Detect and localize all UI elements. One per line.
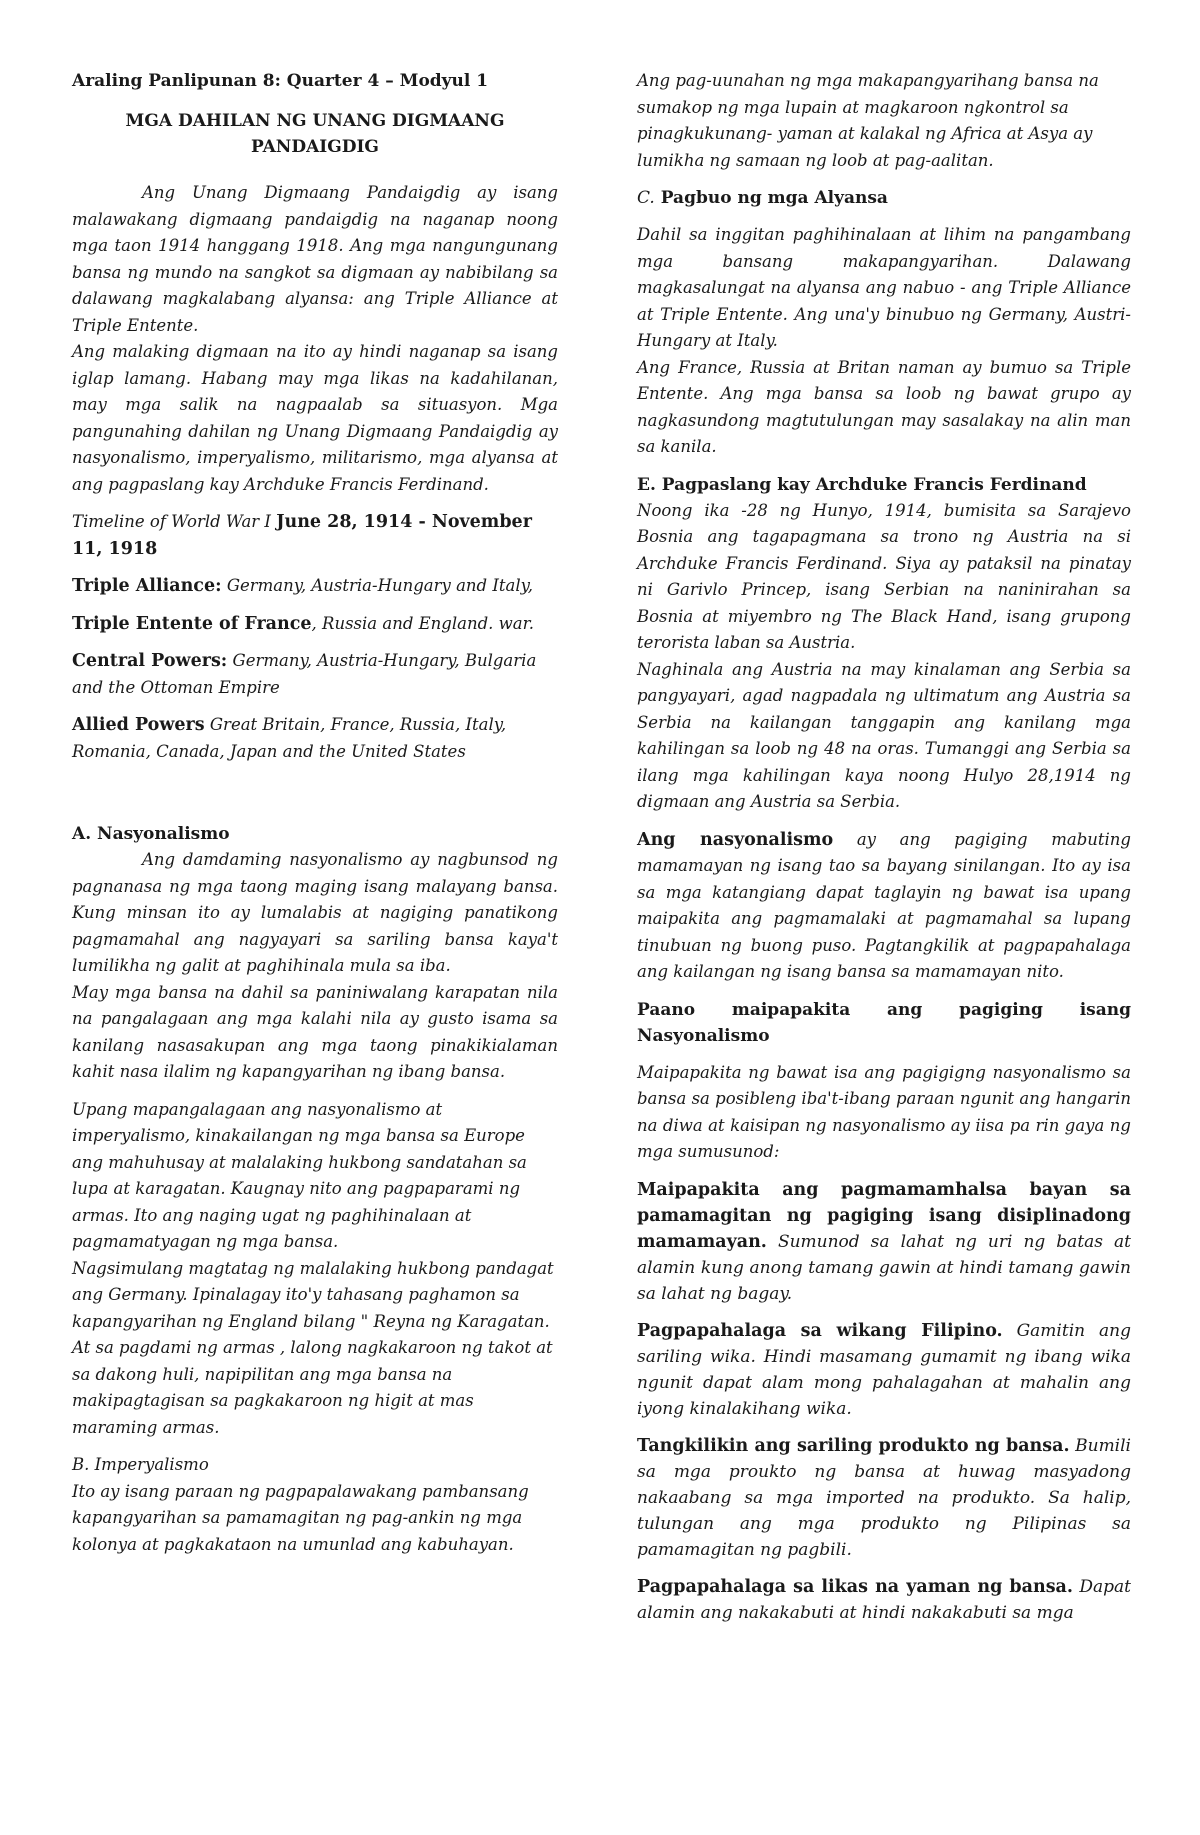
item-4-text: Dapat alamin ang nakakabuti at hindi nakakabuti sa mga: [637, 1576, 1131, 1623]
section-a-paragraph-3: Upang mapangalagaan ang nasyonalismo at imperyalismo, kinakailangan ng mga bansa sa Europe ang mahuhusay at malalaking hukbong sandatahan sa lupa at karagatan. Kaugnay nito ang pagpaparami ng armas. Ito ang naging ugat ng paghihinalaan at pagmamatyagan ng mga bansa.: [72, 1099, 527, 1251]
section-c-prefix: C.: [637, 188, 655, 208]
item-3-label: Tangkilikin ang sariling produkto ng bansa.: [637, 1435, 1070, 1456]
nationalism-item-3: [637, 1433, 1131, 1563]
document-title: [72, 108, 558, 160]
section-e-paragraph-2: Naghinala ang Austria na may kinalaman ang Serbia sa pangyayari, agad nagpadala ng ultimatum ang Austria sa Serbia na kailangan tanggapin ang kanilang mga kahilingan sa loob ng 48 na oras. Tumanggi ang Serbia sa ilang mga kahilingan kaya noong Hulyo 28,1914 ng digmaan ang Austria sa Serbia.: [637, 659, 1131, 811]
nationalism-item-2: [637, 1318, 1131, 1422]
paano-paragraph: Maipapakita ng bawat isa ang pagigigng nasyonalismo sa bansa sa posibleng iba't-ibang paraan ngunit ang hangarin na diwa at kaisipan ng nasyonalismo ay iisa pa rin gaya ng mga sumusunod:: [637, 1062, 1131, 1161]
nasyonalismo-label: Ang nasyonalismo: [637, 829, 834, 850]
title-line-2: PANDAIGDIG: [251, 137, 379, 157]
section-a-paragraph-5: At sa pagdami ng armas , lalong nagkakaroon ng takot at sa dakong huli, napipilitan ang mga bansa na makipagtagisan sa pagkakaroon ng higit at mas maraming armas.: [72, 1338, 553, 1437]
triple-entente-text: , Russia and England. war.: [311, 613, 534, 633]
imperialism-continuation: Ang pag-uunahan ng mga makapangyarihang bansa na sumakop ng mga lupain at magkaroon ngkontrol sa pinagkukunang- yaman at kalakal ng Africa at Asya ay lumikha ng samaan ng loob at pag-aalitan.: [637, 71, 1099, 170]
timeline-line: [72, 509, 558, 562]
central-powers-label: Central Powers:: [72, 651, 228, 671]
central-powers-line: [72, 648, 558, 701]
triple-alliance-label: Triple Alliance:: [72, 576, 222, 596]
section-b-title: B. Imperyalismo: [72, 1455, 209, 1474]
allied-powers-label: Allied Powers: [72, 715, 205, 735]
nasyonalismo-text: ay ang pagiging mabuting mamamayan ng isang tao sa bayang sinilangan. Ito ay isa sa mga katangiang dapat taglayin ng bawat isa upang maipakita ang pagmamalaki at pagmamahal sa lupang tinubuan ng buong puso. Pagtangkilik at pagpapahalaga ang kailangan ng isang bansa sa mamamayan nito.: [637, 829, 1131, 981]
nationalism-item-4: [637, 1574, 1131, 1626]
section-e-paragraph-1: Noong ika -28 ng Hunyo, 1914, bumisita sa Sarajevo Bosnia ang tagapagmana sa trono ng Austria na si Archduke Francis Ferdinand. Siya ay pataksil na pinatay ni Garivlo Princep, isang Serbian na naninirahan sa Bosnia at miyembro ng The Black Hand, isang grupong terorista laban sa Austria.: [637, 500, 1131, 652]
paano-title: Paano maipapakita ang pagiging isang Nasyonalismo: [637, 999, 1131, 1046]
item-2-text: Gamitin ang sariling wika. Hindi masamang gumamit ng ibang wika ngunit dapat alam mong pahalagahan at mahalin ang iyong kinalakihang wika.: [637, 1320, 1131, 1419]
timeline-label: Timeline of World War I: [72, 512, 271, 531]
section-c-paragraph-1: Dahil sa inggitan paghihinalaan at lihim na pangambang mga bansang makapangyarihan. Dalawang magkasalungat na alyansa ang nabuo - ang Triple Alliance at Triple Entente. Ang una'y binubuo ng Germany, Austri- Hungary at Italy.: [637, 225, 1131, 350]
section-c-title: [637, 185, 1131, 211]
intro-paragraph-2: Ang malaking digmaan na ito ay hindi naganap sa isang iglap lamang. Habang may mga likas na kadahilanan, may mga salik na nagpaalab sa situasyon. Mga pangunahing dahilan ng Unang Digmaang Pandaigdig ay nasyonalismo, imperyalismo, militarismo, mga alyansa at ang pagpaslang kay Archduke Francis Ferdinand.: [72, 342, 558, 494]
section-c-title-text: Pagbuo ng mga Alyansa: [660, 188, 888, 208]
section-a-title: A. Nasyonalismo: [72, 824, 230, 844]
item-1-label: Maipapakita ang pagmamamhalsa bayan sa pamamagitan ng pagiging isang disiplinadong mamamayan.: [637, 1179, 1131, 1252]
item-3-text: Bumili sa mga proukto ng bansa at huwag masyadong nakaabang sa mga imported na produkto. Sa halip, tulungan ang mga produkto ng Pilipinas sa pamamagitan ng pagbili.: [637, 1435, 1131, 1560]
item-4-label: Pagpapahalaga sa likas na yaman ng bansa.: [637, 1576, 1073, 1597]
left-column: [72, 68, 558, 1558]
document-header: Araling Panlipunan 8: Quarter 4 – Modyul 1: [72, 71, 489, 91]
timeline-dates: June 28, 1914 - November 11, 1918: [72, 512, 532, 559]
item-1-text: Sumunod sa lahat ng uri ng batas at alamin kung anong tamang gawin at hindi tamang gawin sa lahat ng bagay.: [637, 1231, 1131, 1304]
nationalism-item-1: [637, 1177, 1131, 1307]
section-c-paragraph-2: Ang France, Russia at Britan naman ay bumuo sa Triple Entente. Ang mga bansa sa loob ng bawat grupo ay nagkasundong magtutulungan may sasalakay na alin man sa kanila.: [637, 357, 1131, 456]
section-a-paragraph-2: May mga bansa na dahil sa paniniwalang karapatan nila na pangalagaan ang mga kalahi nila ay gusto isama sa kanilang nasasakupan ang mga taong pinakikialaman kahit nasa ilalim ng kapangyarihan ng ibang bansa.: [72, 982, 558, 1081]
item-2-label: Pagpapahalaga sa wikang Filipino.: [637, 1320, 1003, 1341]
allied-powers-line: [72, 712, 558, 765]
central-powers-text: Germany, Austria-Hungary, Bulgaria and the Ottoman Empire: [72, 651, 537, 697]
triple-entente-line: [72, 611, 558, 638]
section-b-paragraph-1: Ito ay isang paraan ng pagpapalawakang pambansang kapangyarihan sa pamamagitan ng pag-ankin ng mga kolonya at pagkakataon na umunlad ang kabuhayan.: [72, 1481, 529, 1554]
triple-alliance-text: Germany, Austria-Hungary and Italy,: [226, 576, 533, 595]
section-e-title: E. Pagpaslang kay Archduke Francis Ferdinand: [637, 474, 1087, 495]
section-a-paragraph-4: Nagsimulang magtatag ng malalaking hukbong pandagat ang Germany. Ipinalagay ito'y tahasang paghamon sa kapangyarihan ng England bilang " Reyna ng Karagatan.: [72, 1258, 554, 1331]
section-a-paragraph-1: Ang damdaming nasyonalismo ay nagbunsod ng pagnanasa ng mga taong maging isang malayang bansa. Kung minsan ito ay lumalabis at nagiging panatikong pagmamahal ang nagyayari sa sariling bansa kaya't lumilikha ng galit at paghihinala mula sa iba.: [72, 850, 558, 975]
title-line-1: MGA DAHILAN NG UNANG DIGMAANG: [125, 111, 505, 131]
nasyonalismo-definition: [637, 827, 1131, 986]
allied-powers-text: Great Britain, France, Russia, Italy, Romania, Canada, Japan and the United States: [72, 715, 507, 761]
triple-entente-label: Triple Entente of France: [72, 613, 312, 634]
intro-paragraph-1: Ang Unang Digmaang Pandaigdig ay isang malawakang digmaang pandaigdig na naganap noong mga taon 1914 hanggang 1918. Ang mga nangungunang bansa ng mundo na sangkot sa digmaan ay nabibilang sa dalawang magkalabang alyansa: ang Triple Alliance at Triple Entente.: [72, 183, 558, 335]
right-column: [637, 68, 1131, 1626]
triple-alliance-line: [72, 573, 558, 600]
